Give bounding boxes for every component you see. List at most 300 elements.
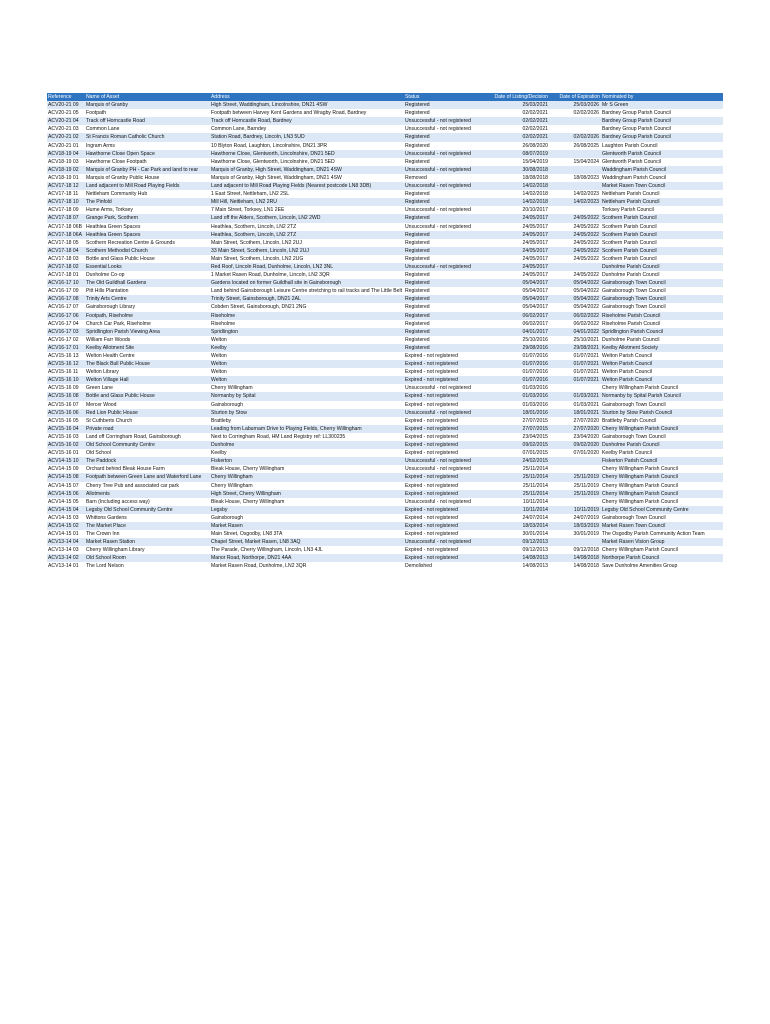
table-row <box>47 498 723 506</box>
cell-address: Red Roof, Lincoln Road, Dunholme, Lincoln, LN2 3NL <box>211 263 334 270</box>
cell-status: Expired - not registered <box>405 433 458 440</box>
cell-status: Expired - not registered <box>405 514 458 521</box>
cell-reference: ACV14-15 08 <box>48 474 79 481</box>
cell-address: Trinity Street, Gainsborough, DN21 2AL <box>211 296 301 303</box>
cell-address: 10 Blyton Road, Laughton, Lincolnshire, DN21 3PR <box>211 142 328 149</box>
cell-status: Registered <box>405 191 430 198</box>
cell-address: High Street, Waddingham, Lincolnshire, DN21 4SW <box>211 102 328 109</box>
cell-name-of-asset: Old School <box>86 450 111 457</box>
cell-status: Unsuccessful - not registered <box>405 539 471 546</box>
cell-name-of-asset: St Cuthberts Church <box>86 417 133 424</box>
cell-address: Bleak House, Cherry Willingham <box>211 498 285 505</box>
cell-name-of-asset: Ingram Arms <box>86 142 115 149</box>
cell-nominated-by: Northorpe Parish Council <box>602 555 659 562</box>
cell-nominated-by: Torksey Parish Council <box>602 207 654 214</box>
cell-date-of-listing: 24/05/2017 <box>522 231 548 238</box>
cell-name-of-asset: Cherry Willingham Library <box>86 547 145 554</box>
cell-date-of-listing: 20/10/2017 <box>522 207 548 214</box>
cell-date-of-expiration: 06/02/2022 <box>573 320 599 327</box>
cell-reference: ACV16-17 07 <box>48 304 79 311</box>
table-row <box>47 368 723 376</box>
cell-date-of-expiration: 06/02/2022 <box>573 312 599 319</box>
cell-status: Unsuccessful - not registered <box>405 385 471 392</box>
cell-date-of-expiration: 01/03/2021 <box>573 401 599 408</box>
cell-address: Main Street, Scothern, Lincoln, LN2 2UJ <box>211 239 302 246</box>
cell-reference: ACV14-15 07 <box>48 482 79 489</box>
cell-date-of-expiration <box>549 498 601 506</box>
cell-address: Manor Road, Northorpe, DN21 4AA <box>211 555 292 562</box>
cell-status: Expired - not registered <box>405 393 458 400</box>
cell-date-of-expiration: 05/04/2022 <box>573 296 599 303</box>
cell-date-of-listing: 24/02/2015 <box>522 458 548 465</box>
cell-nominated-by: Keelby Allotment Society <box>602 344 659 351</box>
cell-name-of-asset: Heathlea Green Spaces <box>86 231 141 238</box>
table-row <box>47 409 723 417</box>
table-row <box>47 490 723 498</box>
table-row <box>47 247 723 255</box>
cell-status: Registered <box>405 110 430 117</box>
table-row <box>47 457 723 465</box>
cell-date-of-expiration <box>549 166 601 174</box>
cell-address: Welton <box>211 369 227 376</box>
cell-date-of-expiration: 01/07/2021 <box>573 361 599 368</box>
table-row <box>47 150 723 158</box>
cell-date-of-listing: 01/07/2016 <box>522 377 548 384</box>
cell-name-of-asset: Footpath between Green Lane and Waterford Lane <box>86 474 202 481</box>
cell-reference: ACV20-21 04 <box>48 118 79 125</box>
cell-address: Track off Horncastle Road, Bardney <box>211 118 292 125</box>
cell-reference: ACV15-16 08 <box>48 393 79 400</box>
cell-date-of-listing: 24/05/2017 <box>522 239 548 246</box>
cell-address: Dunholme <box>211 442 235 449</box>
cell-status: Registered <box>405 255 430 262</box>
cell-reference: ACV15-16 12 <box>48 361 79 368</box>
cell-reference: ACV15-16 13 <box>48 353 79 359</box>
cell-date-of-expiration: 02/02/2026 <box>573 110 599 117</box>
cell-date-of-listing: 18/03/2014 <box>522 522 548 529</box>
cell-reference: ACV18-19 03 <box>48 158 79 165</box>
cell-nominated-by: Scothern Parish Council <box>602 255 657 262</box>
cell-name-of-asset: Legsby Old School Community Centre <box>86 506 173 513</box>
cell-date-of-listing: 14/02/2018 <box>522 191 548 198</box>
cell-reference: ACV17-18 03 <box>48 255 79 262</box>
cell-date-of-listing: 01/03/2016 <box>522 393 548 400</box>
cell-nominated-by: Gainsborough Town Council <box>602 280 666 287</box>
cell-name-of-asset: The Paddock <box>86 458 117 465</box>
table-row <box>47 231 723 239</box>
cell-status: Expired - not registered <box>405 555 458 562</box>
table-row <box>47 546 723 554</box>
cell-nominated-by: Welton Parish Council <box>602 353 653 359</box>
cell-name-of-asset: Allotments <box>86 490 110 497</box>
cell-name-of-asset: The Pinfold <box>86 199 112 206</box>
cell-name-of-asset: Essential Looks <box>86 263 122 270</box>
cell-nominated-by: Waddingham Parish Council <box>602 174 667 181</box>
cell-date-of-expiration: 14/02/2023 <box>573 191 599 198</box>
cell-status: Registered <box>405 296 430 303</box>
cell-nominated-by: Fiskerton Parish Council <box>602 458 658 465</box>
table-row <box>47 384 723 392</box>
cell-date-of-expiration: 04/01/2022 <box>573 328 599 335</box>
table-row <box>47 287 723 295</box>
cell-address: Next to Corringham Road, HM Land Registry ref: LL300235 <box>211 433 346 440</box>
cell-reference: ACV15-16 11 <box>48 369 79 376</box>
table-row <box>47 473 723 481</box>
cell-reference: ACV15-16 02 <box>48 442 79 449</box>
cell-date-of-expiration: 25/11/2019 <box>573 474 599 481</box>
cell-reference: ACV14-15 09 <box>48 466 79 473</box>
header-status: Status <box>405 94 420 100</box>
cell-nominated-by: Cherry Willingham Parish Council <box>602 482 678 489</box>
cell-date-of-expiration: 24/05/2022 <box>573 272 599 279</box>
cell-name-of-asset: The Market Place <box>86 522 126 529</box>
cell-status: Registered <box>405 142 430 149</box>
cell-reference: ACV15-16 04 <box>48 425 79 432</box>
cell-date-of-expiration: 24/07/2019 <box>573 514 599 521</box>
cell-name-of-asset: Private road <box>86 425 114 432</box>
cell-status: Expired - not registered <box>405 377 458 384</box>
cell-status: Expired - not registered <box>405 450 458 457</box>
cell-address: Welton <box>211 353 227 359</box>
table-row <box>47 538 723 546</box>
cell-date-of-expiration: 24/05/2022 <box>573 239 599 246</box>
cell-date-of-expiration: 05/04/2022 <box>573 280 599 287</box>
cell-address: Mill Hill, Nettleham, LN2 2RU <box>211 199 277 206</box>
table-row <box>47 303 723 311</box>
cell-date-of-listing: 24/05/2017 <box>522 255 548 262</box>
cell-address: Market Rasen Road, Dunholme, LN2 3QR <box>211 563 307 570</box>
cell-date-of-listing: 09/12/2013 <box>522 547 548 554</box>
cell-nominated-by: Glentworth Parish Council <box>602 150 661 157</box>
table-row <box>47 109 723 117</box>
cell-reference: ACV17-18 02 <box>48 263 79 270</box>
cell-status: Unsuccessful - not registered <box>405 458 471 465</box>
cell-date-of-listing: 25/11/2014 <box>522 490 548 497</box>
cell-nominated-by: Scothern Parish Council <box>602 239 657 246</box>
cell-date-of-expiration: 18/08/2023 <box>573 174 599 181</box>
cell-nominated-by: Save Dunholme Amenities Group <box>602 563 678 570</box>
cell-reference: ACV20-21 01 <box>48 142 79 149</box>
cell-date-of-listing: 25/11/2014 <box>522 466 548 473</box>
cell-status: Registered <box>405 102 430 109</box>
cell-nominated-by: Scothern Parish Council <box>602 223 657 230</box>
cell-name-of-asset: Market Rasen Station <box>86 539 135 546</box>
cell-date-of-expiration: 23/04/2020 <box>573 433 599 440</box>
cell-date-of-listing: 14/02/2018 <box>522 183 548 190</box>
cell-nominated-by: Keelby Parish Council <box>602 450 652 457</box>
cell-status: Registered <box>405 328 430 335</box>
cell-date-of-listing: 07/01/2015 <box>522 450 548 457</box>
cell-nominated-by: Dunholme Parish Council <box>602 442 660 449</box>
cell-date-of-expiration: 25/03/2026 <box>573 102 599 109</box>
cell-date-of-expiration: 18/01/2021 <box>573 409 599 416</box>
cell-address: Bleak House, Cherry Willingham <box>211 466 285 473</box>
cell-name-of-asset: Nettleham Community Hub <box>86 191 148 198</box>
cell-address: Keelby <box>211 450 227 457</box>
cell-nominated-by: Scothern Parish Council <box>602 231 657 238</box>
cell-date-of-listing: 05/04/2017 <box>522 280 548 287</box>
cell-name-of-asset: Marquis of Granby Public House <box>86 174 160 181</box>
table-row <box>47 255 723 263</box>
table-row <box>47 554 723 562</box>
cell-address: Leading from Laburnam Drive to Playing Fields, Cherry Willingham <box>211 425 362 432</box>
cell-status: Registered <box>405 199 430 206</box>
cell-status: Registered <box>405 312 430 319</box>
cell-date-of-expiration: 07/01/2020 <box>573 450 599 457</box>
cell-status: Expired - not registered <box>405 361 458 368</box>
cell-status: Unsuccessful - not registered <box>405 409 471 416</box>
table-row <box>47 506 723 514</box>
cell-status: Registered <box>405 288 430 295</box>
cell-name-of-asset: Mercer Wood <box>86 401 117 408</box>
header-nominated-by: Nominated by <box>602 94 634 100</box>
cell-name-of-asset: Footpath, Riseholme <box>86 312 134 319</box>
cell-date-of-listing: 29/08/2016 <box>522 344 548 351</box>
cell-reference: ACV17-18 07 <box>48 215 79 222</box>
table-header-row <box>47 93 723 101</box>
cell-status: Registered <box>405 134 430 141</box>
table-row <box>47 312 723 320</box>
cell-date-of-listing: 30/08/2018 <box>522 166 548 173</box>
header-date-of-listing: Date of Listing/Decision <box>494 94 548 100</box>
cell-status: Unsuccessful - not registered <box>405 166 471 173</box>
cell-name-of-asset: Dunholme Co-op <box>86 272 125 279</box>
table-row <box>47 279 723 287</box>
cell-date-of-expiration: 25/10/2021 <box>573 336 599 343</box>
cell-reference: ACV13-14 04 <box>48 539 79 546</box>
cell-date-of-expiration: 14/08/2018 <box>573 563 599 570</box>
cell-address: Heathlea, Scothern, Lincoln, LN2 2TZ <box>211 223 297 230</box>
cell-status: Unsuccessful - not registered <box>405 498 471 505</box>
cell-date-of-expiration: 26/08/2025 <box>573 142 599 149</box>
assets-of-community-value-table <box>47 93 723 571</box>
cell-reference: ACV14-15 10 <box>48 458 79 465</box>
cell-nominated-by: Normanby by Spital Parish Council <box>602 393 681 400</box>
cell-reference: ACV15-16 07 <box>48 401 79 408</box>
cell-date-of-listing: 01/03/2016 <box>522 385 548 392</box>
table-row <box>47 465 723 473</box>
cell-reference: ACV15-16 05 <box>48 417 79 424</box>
cell-address: The Parade, Cherry Willingham, Lincoln, LN3 4JL <box>211 547 323 554</box>
cell-reference: ACV18-19 01 <box>48 174 79 181</box>
cell-status: Registered <box>405 158 430 165</box>
cell-date-of-listing: 24/05/2017 <box>522 272 548 279</box>
cell-reference: ACV16-17 08 <box>48 296 79 303</box>
cell-name-of-asset: Keelby Allotment Site <box>86 344 135 351</box>
table-row <box>47 117 723 125</box>
cell-status: Expired - not registered <box>405 425 458 432</box>
cell-nominated-by: Legsby Old School Community Centre <box>602 506 689 513</box>
cell-date-of-expiration: 24/05/2022 <box>573 247 599 254</box>
cell-date-of-expiration: 05/04/2022 <box>573 304 599 311</box>
cell-nominated-by: Welton Parish Council <box>602 361 653 368</box>
table-row <box>47 263 723 271</box>
cell-name-of-asset: Spridlington Parish Viewing Area <box>86 328 160 335</box>
cell-status: Unsuccessful - not registered <box>405 183 471 190</box>
cell-address: 1 Market Rasen Road, Dunholme, Lincoln, LN2 3QR <box>211 272 330 279</box>
cell-status: Expired - not registered <box>405 442 458 449</box>
cell-reference: ACV16-17 06 <box>48 312 79 319</box>
cell-date-of-listing: 02/02/2021 <box>522 134 548 141</box>
table-row <box>47 328 723 336</box>
table-row <box>47 417 723 425</box>
cell-address: Cherry Willingham <box>211 482 253 489</box>
cell-name-of-asset: Old School Community Centre <box>86 442 155 449</box>
table-row <box>47 174 723 182</box>
cell-reference: ACV14-15 02 <box>48 522 79 529</box>
table-row <box>47 392 723 400</box>
cell-status: Registered <box>405 247 430 254</box>
table-row <box>47 214 723 222</box>
cell-date-of-listing: 24/05/2017 <box>522 223 548 230</box>
cell-reference: ACV16-17 02 <box>48 336 79 343</box>
spreadsheet-sheet <box>47 93 723 571</box>
cell-name-of-asset: Red Lion Public House <box>86 409 138 416</box>
cell-date-of-expiration <box>549 206 601 214</box>
cell-address: Cherry Willingham <box>211 385 253 392</box>
table-row <box>47 125 723 133</box>
cell-reference: ACV17-18 04 <box>48 247 79 254</box>
cell-reference: ACV16-17 01 <box>48 344 79 351</box>
cell-date-of-expiration: 01/07/2021 <box>573 369 599 376</box>
cell-address: Cobden Street, Gainsborough, DN21 2NG <box>211 304 307 311</box>
cell-reference: ACV16-17 03 <box>48 328 79 335</box>
cell-name-of-asset: The Old Guildhall Gardens <box>86 280 147 287</box>
cell-status: Unsuccessful - not registered <box>405 126 471 133</box>
cell-status: Expired - not registered <box>405 490 458 497</box>
cell-status: Registered <box>405 320 430 327</box>
cell-reference: ACV15-16 09 <box>48 385 79 392</box>
cell-date-of-listing: 01/03/2016 <box>522 401 548 408</box>
cell-date-of-listing: 08/07/2019 <box>522 150 548 157</box>
cell-date-of-listing: 18/01/2016 <box>522 409 548 416</box>
table-row <box>47 142 723 150</box>
cell-date-of-expiration: 05/04/2022 <box>573 288 599 295</box>
cell-date-of-expiration: 01/07/2021 <box>573 377 599 384</box>
cell-reference: ACV17-18 12 <box>48 183 79 190</box>
cell-name-of-asset: Land adjacent to Mill Road Playing Fields <box>86 183 180 190</box>
cell-date-of-expiration: 02/02/2026 <box>573 134 599 141</box>
table-row <box>47 101 723 109</box>
table-row <box>47 198 723 206</box>
cell-reference: ACV20-21 03 <box>48 126 79 133</box>
cell-address: Marquis of Granby, High Street, Waddingham, DN21 4SW <box>211 166 342 173</box>
cell-name-of-asset: The Lord Nelson <box>86 563 124 570</box>
cell-name-of-asset: Barn (Including access way) <box>86 498 150 505</box>
cell-status: Registered <box>405 231 430 238</box>
cell-reference: ACV16-17 04 <box>48 320 79 327</box>
cell-status: Unsuccessful - not registered <box>405 263 471 270</box>
cell-nominated-by: Mr S Green <box>602 102 629 109</box>
cell-address: Brattleby <box>211 417 232 424</box>
cell-date-of-listing: 09/12/2013 <box>522 539 548 546</box>
cell-date-of-listing: 15/04/2019 <box>522 158 548 165</box>
cell-status: Expired - not registered <box>405 369 458 376</box>
cell-reference: ACV15-16 01 <box>48 450 79 457</box>
cell-date-of-expiration: 24/05/2022 <box>573 223 599 230</box>
cell-name-of-asset: Bottle and Glass Public House <box>86 255 155 262</box>
table-row <box>47 166 723 174</box>
cell-name-of-asset: Land off Corringham Road, Gainsborough <box>86 433 181 440</box>
cell-address: Station Road, Bardney, Lincoln, LN3 5UD <box>211 134 305 141</box>
cell-date-of-listing: 24/05/2017 <box>522 247 548 254</box>
cell-nominated-by: Gainsborough Town Council <box>602 304 666 311</box>
cell-status: Expired - not registered <box>405 547 458 554</box>
cell-status: Registered <box>405 344 430 351</box>
cell-nominated-by: Cherry Willingham Parish Council <box>602 498 678 505</box>
cell-nominated-by: Gainsborough Town Council <box>602 433 666 440</box>
cell-name-of-asset: Cherry Tree Pub and associated car park <box>86 482 179 489</box>
cell-status: Registered <box>405 336 430 343</box>
cell-name-of-asset: Track off Horncastle Road <box>86 118 145 125</box>
cell-status: Expired - not registered <box>405 531 458 538</box>
cell-reference: ACV15-16 06 <box>48 409 79 416</box>
cell-date-of-expiration <box>549 263 601 271</box>
cell-reference: ACV14-15 03 <box>48 514 79 521</box>
cell-date-of-listing: 02/02/2021 <box>522 126 548 133</box>
cell-date-of-expiration: 14/02/2023 <box>573 199 599 206</box>
cell-reference: ACV13-14 02 <box>48 555 79 562</box>
cell-address: Welton <box>211 336 227 343</box>
cell-name-of-asset: Heathlea Green Spaces <box>86 223 141 230</box>
table-row <box>47 223 723 231</box>
table-row <box>47 158 723 166</box>
cell-name-of-asset: Old School Room <box>86 555 126 562</box>
cell-nominated-by: Waddingham Parish Council <box>602 166 667 173</box>
cell-nominated-by: Cherry Willingham Parish Council <box>602 466 678 473</box>
cell-date-of-expiration <box>549 538 601 546</box>
cell-date-of-listing: 01/07/2016 <box>522 361 548 368</box>
cell-date-of-listing: 01/07/2016 <box>522 353 548 359</box>
cell-address: Marquis of Granby, High Street, Waddingham, DN21 4SW <box>211 174 342 181</box>
cell-status: Expired - not registered <box>405 417 458 424</box>
cell-address: Welton <box>211 361 227 368</box>
cell-status: Expired - not registered <box>405 353 458 359</box>
cell-nominated-by: Sturton by Stow Parish Council <box>602 409 673 416</box>
cell-reference: ACV17-18 05 <box>48 239 79 246</box>
cell-address: Fiskerton <box>211 458 232 465</box>
cell-nominated-by: Scothern Parish Council <box>602 247 657 254</box>
cell-reference: ACV18-19 02 <box>48 166 79 173</box>
cell-nominated-by: Nettleham Parish Council <box>602 199 660 206</box>
cell-name-of-asset: Footpath <box>86 110 107 117</box>
cell-date-of-listing: 14/08/2013 <box>522 563 548 570</box>
cell-date-of-listing: 27/07/2015 <box>522 425 548 432</box>
cell-nominated-by: Spridlington Parish Council <box>602 328 664 335</box>
cell-status: Unsuccessful - not registered <box>405 223 471 230</box>
cell-date-of-listing: 05/04/2017 <box>522 288 548 295</box>
table-row <box>47 425 723 433</box>
cell-date-of-listing: 23/04/2015 <box>522 433 548 440</box>
cell-address: Riseholme <box>211 320 236 327</box>
cell-address: 7 Main Street, Torksey, LN1 2EE <box>211 207 285 214</box>
cell-name-of-asset: Welton Health Centre <box>86 353 135 359</box>
cell-name-of-asset: Bottle and Glass Public House <box>86 393 155 400</box>
cell-nominated-by: Dunholme Parish Council <box>602 336 660 343</box>
header-address: Address <box>211 94 230 100</box>
cell-date-of-expiration: 24/05/2022 <box>573 255 599 262</box>
cell-reference: ACV20-21 05 <box>48 110 79 117</box>
cell-address: Market Rasen <box>211 522 243 529</box>
table-row <box>47 344 723 352</box>
cell-date-of-expiration <box>549 457 601 465</box>
cell-nominated-by: Gainsborough Town Council <box>602 288 666 295</box>
cell-nominated-by: Welton Parish Council <box>602 377 653 384</box>
cell-address: Riseholme <box>211 312 236 319</box>
cell-nominated-by: Market Rasen Town Council <box>602 522 666 529</box>
cell-date-of-listing: 24/07/2014 <box>522 514 548 521</box>
cell-date-of-listing: 25/11/2014 <box>522 474 548 481</box>
